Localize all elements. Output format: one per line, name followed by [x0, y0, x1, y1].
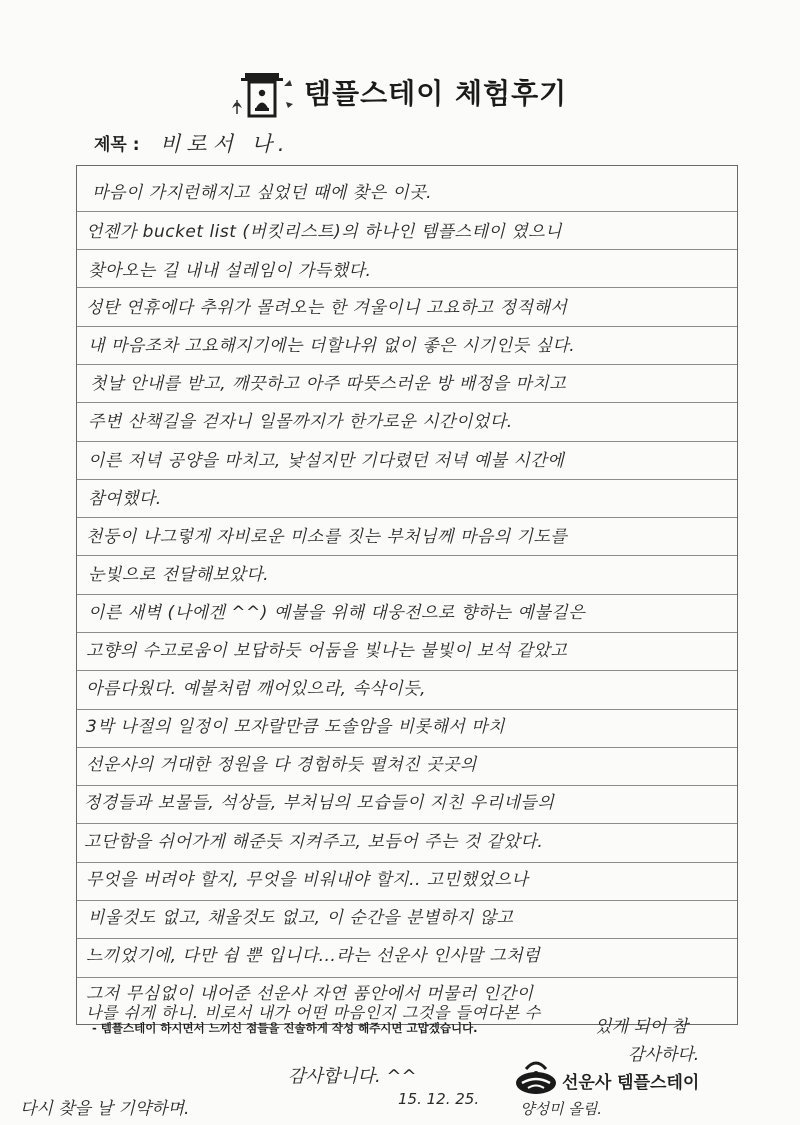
rule-line: [77, 709, 737, 710]
body-line: 3박 나절의 일정이 모자랄만큼 도솔암을 비롯해서 마치: [86, 717, 506, 737]
closing-thanks: 감사합니다. ^^: [288, 1066, 417, 1087]
rule-line: [77, 402, 737, 403]
rule-line: [77, 249, 737, 250]
body-line: 아름다웠다. 예불처럼 깨어있으라, 속삭이듯,: [86, 679, 427, 699]
body-line: 마음이 가지런해지고 싶었던 때에 찾은 이곳.: [92, 183, 433, 203]
temple-stay-icon: [228, 70, 296, 120]
footer-instruction: - 템플스테이 하시면서 느끼신 점들을 진솔하게 작성 해주시면 고맙겠습니다.: [92, 1021, 478, 1035]
rule-line: [77, 977, 737, 978]
body-line: 이른 저녁 공양을 마치고, 낯설지만 기다렸던 저녁 예불 시간에: [88, 451, 565, 471]
closing-date: 15. 12. 25.: [398, 1090, 480, 1108]
body-line: 선운사의 거대한 정원을 다 경험하듯 펼쳐진 곳곳의: [86, 755, 477, 775]
rule-line: [77, 211, 737, 212]
body-line: 무엇을 버려야 할지, 무엇을 비워내야 할지.. 고민했었으나: [86, 870, 529, 890]
body-line: 그저 무심없이 내어준 선운사 자연 품안에서 머물러 인간이: [86, 984, 534, 1004]
body-line: 고향의 수고로움이 보답하듯 어둠을 빛나는 불빛이 보석 같았고: [86, 641, 568, 661]
body-line: 내 마음조차 고요해지기에는 더할나위 없이 좋은 시기인듯 싶다.: [88, 336, 576, 356]
body-line: 천둥이 나그렇게 자비로운 미소를 짓는 부처님께 마음의 기도를: [86, 527, 568, 547]
body-line: 고단함을 쉬어가게 해준듯 지켜주고, 보듬어 주는 것 같았다.: [84, 832, 544, 852]
rule-line: [77, 594, 737, 595]
body-line: 참여했다.: [88, 489, 162, 509]
rule-line: [77, 326, 737, 327]
body-line: 비울것도 없고, 채울것도 없고, 이 순간을 분별하지 않고: [88, 908, 514, 928]
body-line: 성탄 연휴에다 추위가 몰려오는 한 겨울이니 고요하고 정적해서: [86, 298, 568, 318]
page-title: 템플스테이 체험후기: [304, 77, 568, 110]
body-line: 주변 산책길을 걷자니 일몰까지가 한가로운 시간이었다.: [88, 412, 513, 432]
margin-note: 있게 되어 참: [595, 1017, 688, 1037]
body-line: 나를 쉬게 하니. 비로서 내가 어떤 마음인지 그것을 들여다본 수: [86, 1003, 541, 1022]
body-line: 눈빛으로 전달해보았다.: [88, 565, 270, 585]
body-line: 첫날 안내를 받고, 깨끗하고 아주 따뜻스러운 방 배정을 마치고: [90, 374, 567, 394]
closing-remember: 다시 찾을 날 기약하며.: [20, 1099, 190, 1119]
subject-label: 제목 :: [94, 135, 140, 155]
margin-note: 감사하다.: [628, 1045, 700, 1065]
seonunsa-logo-icon: [512, 1057, 560, 1099]
logo-text: 선운사 템플스테이: [562, 1073, 700, 1093]
body-line: 언젠가 bucket list (버킷리스트)의 하나인 템플스테이 였으니: [86, 222, 562, 242]
body-line: 이른 새벽 (나에겐 ^^) 예불을 위해 대웅전으로 향하는 예불길은: [88, 603, 586, 623]
rule-line: [77, 441, 737, 442]
body-line: 찾아오는 길 내내 설레임이 가득했다.: [88, 261, 372, 281]
rule-line: [77, 670, 737, 671]
rule-line: [77, 785, 737, 786]
subject-value: 비로서 나.: [160, 132, 291, 156]
rule-line: [77, 632, 737, 633]
signature: 양성미 올림.: [520, 1100, 602, 1118]
rule-line: [77, 364, 737, 365]
body-line: 정경들과 보물들, 석상들, 부처님의 모습들이 지친 우리네들의: [84, 793, 555, 813]
rule-line: [77, 823, 737, 824]
rule-line: [77, 287, 737, 288]
body-line: 느끼었기에, 다만 쉼 뿐 입니다...라는 선운사 인사말 그처럼: [86, 946, 541, 966]
rule-line: [77, 747, 737, 748]
rule-line: [77, 900, 737, 901]
rule-line: [77, 938, 737, 939]
rule-line: [77, 555, 737, 556]
rule-line: [77, 479, 737, 480]
rule-line: [77, 517, 737, 518]
rule-line: [77, 862, 737, 863]
